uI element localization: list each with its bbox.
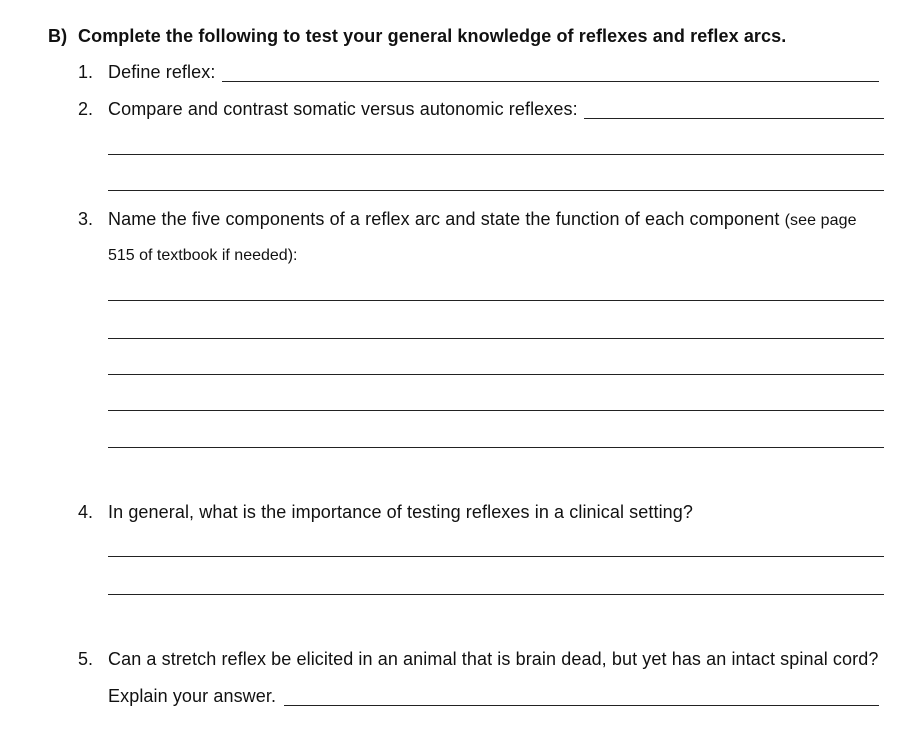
answer-line-3d[interactable] (108, 410, 884, 411)
question-2-number: 2. (78, 99, 94, 119)
question-1-text: Define reflex: (108, 62, 216, 82)
answer-line-2a[interactable] (584, 118, 884, 119)
question-2-text: Compare and contrast somatic versus autonomic reflexes: (108, 99, 578, 119)
answer-line-3c[interactable] (108, 374, 884, 375)
answer-line-4b[interactable] (108, 594, 884, 595)
question-4-text: In general, what is the importance of testing reflexes in a clinical setting? (108, 502, 694, 522)
answer-line-3e[interactable] (108, 447, 884, 448)
answer-line-3b[interactable] (108, 338, 884, 339)
question-5-text: Can a stretch reflex be elicited in an animal that is brain dead, but yet has an intact spinal cord? (108, 649, 879, 669)
section-heading (48, 26, 786, 47)
answer-line-2c[interactable] (108, 190, 884, 191)
question-3-text (108, 209, 857, 230)
question-5-number: 5. (78, 649, 94, 669)
question-3-number: 3. (78, 209, 94, 229)
question-4-number: 4. (78, 502, 94, 522)
question-1-number: 1. (78, 62, 94, 82)
answer-line-1[interactable] (222, 81, 879, 82)
question-3-note-a: (see page (784, 212, 857, 229)
section-label: B) (48, 26, 68, 46)
answer-line-2b[interactable] (108, 154, 884, 155)
section-title: Complete the following to test your general knowledge of reflexes and reflex arcs. (78, 26, 787, 46)
answer-line-3a[interactable] (108, 300, 884, 301)
answer-line-5[interactable] (284, 705, 879, 706)
question-3-note-b: 515 of textbook if needed): (108, 247, 298, 264)
question-3-main: Name the five components of a reflex arc and state the function of each component (108, 209, 780, 229)
question-5-followup: Explain your answer. (108, 686, 277, 706)
answer-line-4a[interactable] (108, 556, 884, 557)
